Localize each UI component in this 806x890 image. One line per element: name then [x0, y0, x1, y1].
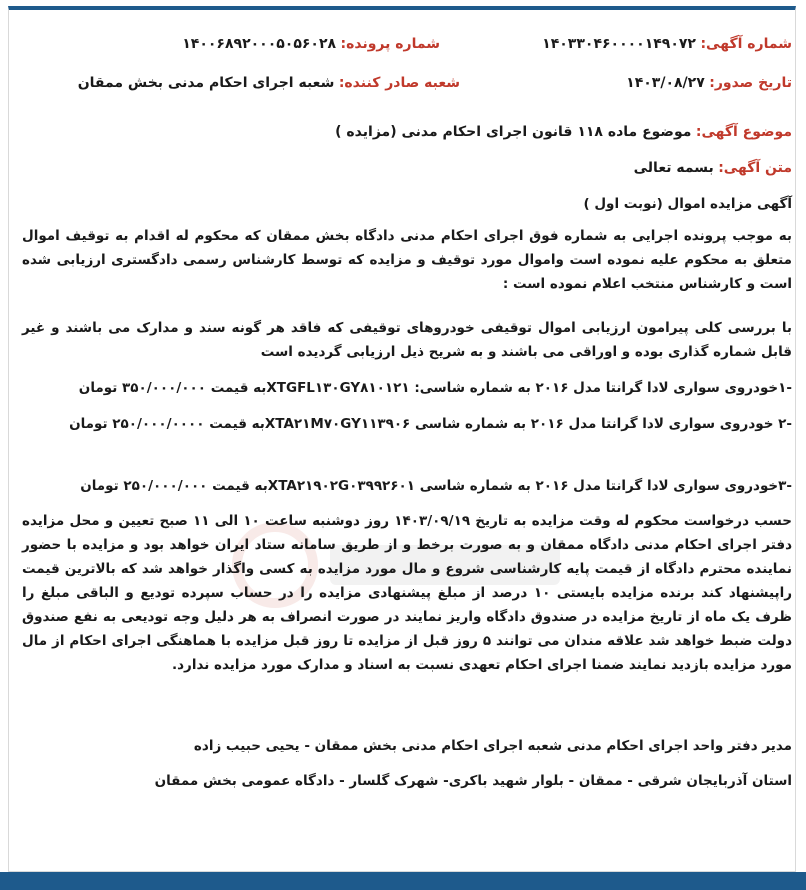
issuer-row	[78, 73, 460, 93]
address-line: استان آذربایجان شرقی - ممقان - بلوار شهید باکری- شهرک گلسار - دادگاه عمومی بخش ممقان	[154, 773, 792, 789]
issue-date-value: ۱۴۰۳/۰۸/۲۷	[626, 75, 705, 91]
vehicle-item-2: -۲ خودروی سواری لادا گرانتا مدل ۲۰۱۶ به شماره شاسی XTA۲۱M۷۰GY۱۱۳۹۰۶به قیمت ۲۵۰/۰۰۰/۰۰۰۰ تومان	[69, 416, 792, 432]
case-number-label: شماره پرونده:	[340, 36, 440, 52]
footer-band	[0, 872, 806, 890]
paragraph-auction-terms: حسب درخواست محکوم له وقت مزایده به تاریخ ۱۴۰۳/۰۹/۱۹ روز دوشنبه ساعت ۱۰ الی ۱۱ صبح تعیین و محل مزایده دفتر اجرای احکام مدنی دادگاه ممقان و به صورت برخط و از طریق سامانه ستاد ایران خواهد بود و مزایده با حضور نمایندە محترم دادگاه از قیمت پایه کارشناسی شروع و مال مورد مزایده به کسی واگذار خواهد شد که بالاترین قیمت راپیشنهاد کند برنده مزایده بایستی ۱۰ درصد از مبلغ پیشنهادی مزایده را در حساب سپرده تودیع و الباقی مبلغ را ظرف یک ماه از تاریخ مزایده در صندوق دادگاه واریز نمایند در صورت انصراف به هر دلیل وجه تودیعی به نفع صندوق دولت ضبط خواهد شد علاقه مندان می توانند ۵ روز قبل از مزایده تا روز قبل مزایده با هماهنگی اجرای احکام از مال مورد مزایده بازدید نمایند ضمنا اجرای احکام تعهدی نسبت به اسناد و مدارک مورد مزایده ندارد.	[22, 513, 793, 673]
issuer-value: شعبه اجرای احکام مدنی بخش ممقان	[77, 75, 335, 91]
subject-label: موضوع آگهی:	[695, 124, 792, 140]
ad-number-row	[542, 34, 792, 54]
ad-number-value: ۱۴۰۳۳۰۴۶۰۰۰۰۱۴۹۰۷۲	[542, 36, 696, 52]
paragraph-assessment: با بررسی کلی پیرامون ارزیابی اموال توقیفی خودروهای توقیفی که فاقد هر گونه سند و مدارک می باشند و غیر قابل شماره گذاری بوده و اوراقی می باشند و به شریح ذیل ارزیابی گردیده است	[22, 320, 792, 360]
vehicle-item-1: -۱خودروی سواری لادا گرانتا مدل ۲۰۱۶ به شماره شاسی: XTGFL۱۳۰GY۸۱۰۱۲۱به قیمت ۳۵۰/۰۰۰/۰۰۰ تومان	[78, 380, 792, 396]
case-number-row	[182, 34, 440, 54]
subject-row	[335, 122, 792, 142]
case-number-value: ۱۴۰۰۶۸۹۲۰۰۰۵۰۵۶۰۲۸	[182, 36, 337, 52]
text-intro-row	[634, 158, 792, 178]
issue-date-row	[626, 73, 792, 93]
issuer-label: شعبه صادر کننده:	[338, 75, 460, 91]
ad-number-label: شماره آگهی:	[700, 36, 792, 52]
vehicle-item-3: -۳خودروی سواری لادا گرانتا مدل ۲۰۱۶ به شماره شاسی XTA۲۱۹۰۲G۰۳۹۹۲۶۰۱به قیمت ۲۵۰/۰۰۰/۰۰۰ تومان	[80, 478, 792, 494]
notice-title: آگهی مزایده اموال (نوبت اول )	[583, 196, 792, 212]
text-intro-label: متن آگهی:	[718, 160, 792, 176]
signature-line: مدیر دفتر واحد اجرای احکام مدنی شعبه اجرای احکام مدنی بخش ممقان - یحیی حبیب زاده	[193, 738, 792, 754]
paragraph-intro: به موجب پرونده اجرایی به شماره فوق اجرای احکام مدنی دادگاه بخش ممقان که محکوم له اقدام به توقیف اموال متعلق به محکوم علیه نموده است واموال مورد توقیف و مزایده که توسط کارشناس رسمی دادگستری ارزیابی شده است و کارشناس منتخب اعلام نموده است :	[22, 228, 792, 292]
issue-date-label: تاریخ صدور:	[709, 75, 792, 91]
text-intro-value: بسمه تعالی	[633, 160, 714, 176]
subject-value: موضوع ماده ۱۱۸ قانون اجرای احکام مدنی (مزایده )	[335, 124, 692, 140]
